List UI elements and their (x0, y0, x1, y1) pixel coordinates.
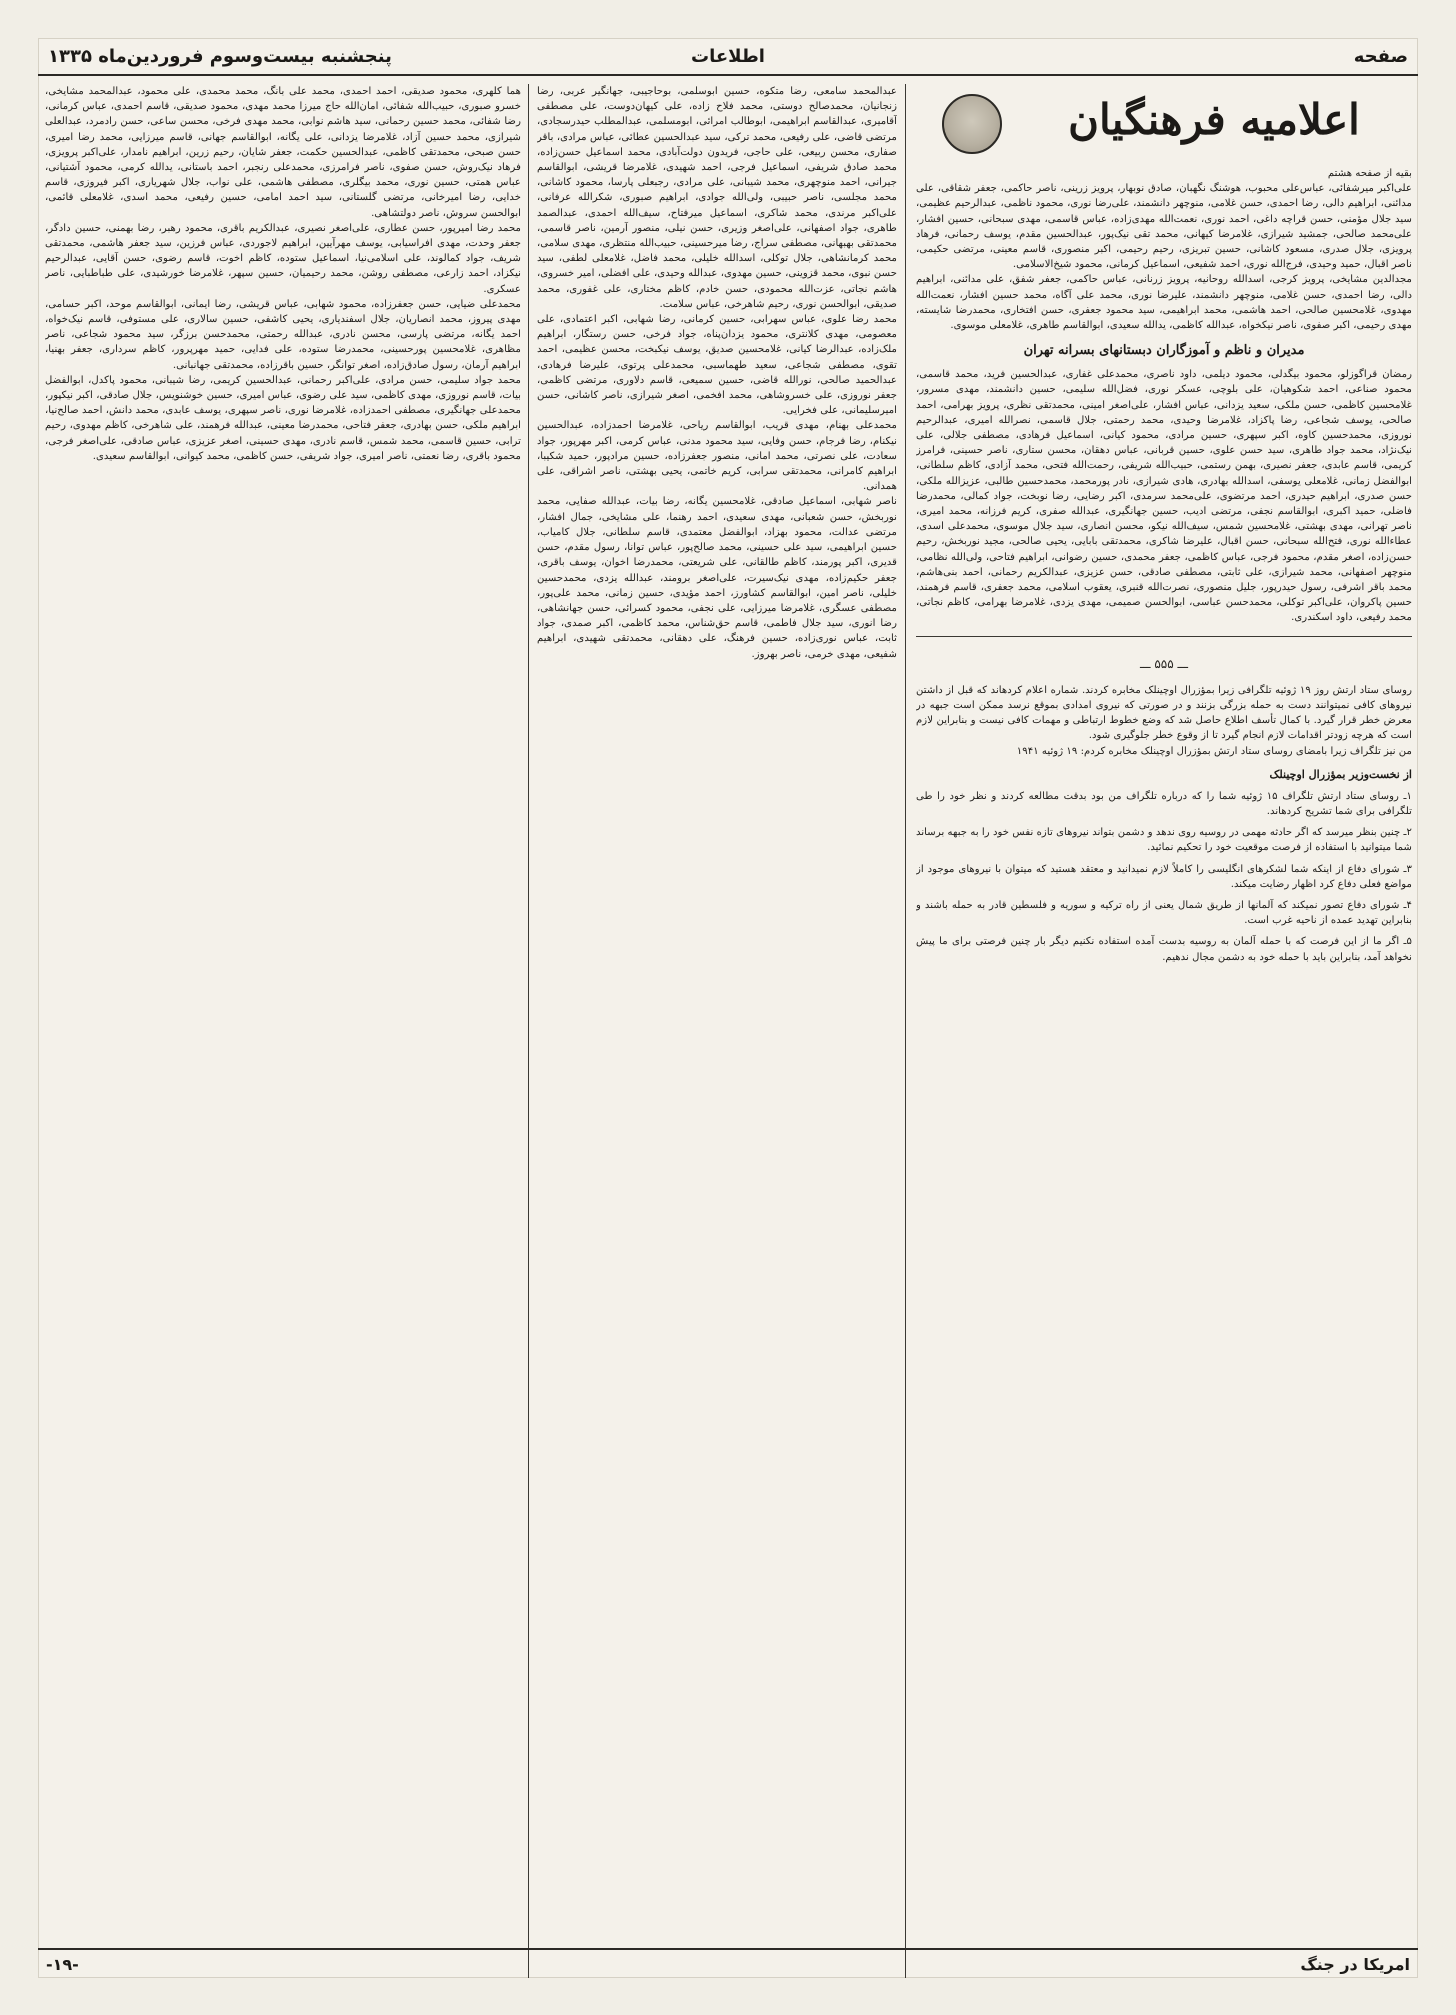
page-number: -۱۹- (46, 1955, 79, 1974)
list-item: ۵ـ اگر ما از این فرصت که با حمله آلمان به روسیه بدست آمده استفاده نکنیم دیگر بار چنین فرصتی برای ما پیش نخواهد آمد، بنابراین باید با حمله خود به دشمن مجال ندهیم. (916, 936, 1412, 963)
news-paragraph-2: من نیز تلگراف زیرا بامضای روسای ستاد ارتش بمؤزرال اوچینلک مخابره کردم: ۱۹ ژوئیه ۱۹۴۱ (1016, 745, 1412, 757)
column-divider (528, 84, 529, 1978)
page-footer (38, 1948, 1418, 1978)
news-paragraph-1: روسای ستاد ارتش روز ۱۹ ژوئیه تلگرافی زیرا بمؤزرال اوچینلک مخابره کردند. شماره اعلام کردهاند که قبل از داشتن نیروهای کافی نمیتوانند دست به حمله بزرگی بزنند و در صورتی که نیروی امدادی بموقع نرسد ممکن است جبهه در معرض خطر قرار گیرد. با کمال تأسف اطلاع حاصل شد که وضع خطوط ارتباطی و مهمات کافی نیست و بنابراین لازم است که هرچه زودتر اقدامات لازم انجام گیرد تا از وقوع خطر جلوگیری شود. (916, 684, 1412, 742)
page-content (38, 84, 1418, 1978)
left-column (45, 84, 521, 1978)
article-title: اعلامیه فرهنگیان (1068, 95, 1360, 144)
middle-text-1: عبدالمحمد سامعی، رضا متکوه، حسین ابوسلمی، بوحاجیبی، جهانگیر عربی، رضا زنجانیان، محمدصالح دوستی، محمد فلاح زاده، علی کیهان‌دوست، علی مصطفی آقامیری، عبدالقاسم ابراهیمی، ابوطالب امرائی، ابومسلمی، عبدالمطلب حیدرسجادی، مرتضی قاضی، علی رفیعی، محمد ترکی، سید عبدالحسین عطائی، عباس مرادی، باقر صفاری، محسن ربیعی، علی حاجی، فریدون دولت‌آبادی، محمد اسماعیل حسن‌زاده، محمد صادق شریفی، اسماعیل فرجی، احمد شهیدی، غلامرضا قریشی، ابوالقاسم جیرانی، احمد منوچهری، محمد شیبانی، علی مرادی، رجبعلی پارسا، محمود کاشانی، محمد مجلسی، ناصر حبیبی، ولی‌الله جوادی، ابراهیم صبوری، شکرالله عرفانی، علی‌اکبر مرندی، محمد شاکری، اسماعیل میرفتاح، سیف‌الله احمدی، عبدالصمد طاهری، جواد اصفهانی، علی‌اصغر وزیری، حسن نیلی، منصور آرمین، ناصر قاسمی، محمدتقی بهبهانی، مصطفی سراج، رضا میرحسینی، حبیب‌الله منتظری، مهدی سلامی، محمد کرمانشاهی، جلال توکلی، اسدالله خلیلی، محمد فاضل، غلامعلی لطفی، سید حسن نبوی، محمد قزوینی، حسین مهدوی، عبدالله وحیدی، علی افضلی، امیر خسروی، هاشم نجاتی، عزت‌الله محمودی، حسن خادم، کاظم مختاری، علی غفوری، محمد صدیقی، ابوالحسن نوری، رحیم شاهرخی، عباس سلامت. (537, 86, 897, 310)
intro-text: بقیه از صفحه هشتم (1327, 168, 1412, 179)
left-text-2: محمد رضا امیرپور، حسن عطاری، علی‌اصغر نصیری، عبدالکریم باقری، محمود رهبر، رضا بهمنی، حسین دادگر، جعفر وحدت، مهدی افراسیابی، یوسف مهرآیین، ابراهیم لاجوردی، عباس فرزین، سید جعفر هاشمی، محمدتقی شریف، جواد کمالوند، علی اسلامی‌نیا، اسماعیل ستوده، کاظم اخوت، قاسم رضوی، حسن آقایی، عبدالرحیم نیکزاد، احمد زارعی، مصطفی روشن، محمد رحیمیان، حسین سپهر، غلامرضا خورشیدی، علی طباطبایی، ناصر عسکری. (45, 222, 521, 295)
newspaper-name: اطلاعات (691, 46, 765, 67)
header-right-label: صفحه (1353, 46, 1408, 67)
middle-text-4: ناصر شهابی، اسماعیل صادقی، غلامحسین یگانه، رضا بیات، عبدالله صفایی، محمد نوربخش، حسن شعبانی، مهدی سعیدی، احمد رهنما، علی مشایخی، جمال افشار، مرتضی عدالت، محمود بهزاد، ابوالفضل معتمدی، قاسم سلطانی، جلال کامیاب، حسین ابراهیمی، سید علی حسینی، محمد صالح‌پور، عباس توانا، رسول مقدم، حسن قدیری، اکبر پورمند، کاظم طالقانی، علی شریعتی، محمدرضا اخوان، یوسف باقری، جعفر حکیم‌زاده، مهدی نیک‌سیرت، علی‌اصغر برومند، عبدالله یزدی، محمدحسین خلیلی، ناصر امین، ابوالقاسم کشاورز، احمد مؤیدی، حسین زمانی، محمد علی‌پور، مصطفی عسگری، غلامرضا میرزایی، علی نجفی، محمود کسرائی، حسن جهانشاهی، رضا انوری، سید جلال فاطمی، قاسم حق‌شناس، محمد کاظمی، اکبر صمدی، جواد ثابت، عباس نوری‌زاده، حسین فرهنگ، علی دهقانی، محمدتقی شهیدی، ابراهیم شفیعی، مهدی خرمی، ناصر بهروز. (537, 496, 897, 660)
newspaper-page (38, 38, 1418, 1978)
middle-text-3: محمدعلی بهنام، مهدی قریب، ابوالقاسم ریاحی، غلامرضا احمدزاده، عبدالحسین نیکنام، رضا فرجام، حسن وفایی، سید محمود مدنی، عباس کرمی، اکبر مهرپور، جواد سعادت، علی نصرتی، محمد امانی، منصور جعفرزاده، حسین مرادپور، حمید شکیبا، ابراهیم کامرانی، محمدتقی سرابی، کریم خاتمی، یحیی بهشتی، ناصر اشراقی، علی همدانی. (537, 420, 897, 493)
article-sign: امریکا در جنگ (1300, 1955, 1410, 1974)
names-block-3: رمضان قراگوزلو، محمود بیگدلی، محمود دیلمی، داود ناصری، محمدعلی غفاری، عبدالحسین فرید، محمد قاسمی، محمود صناعی، احمد شکوهیان، علی بلوچی، عسکر نوری، فضل‌الله سلیمی، حسین دانشمند، مهدی مسرور، غلامحسین کاظمی، حسن ملکی، سعید یزدانی، عباس افشار، علی‌اصغر امینی، محمدتقی نظری، پرویز بهرامی، احمد صالحی، یوسف شجاعی، رضا پاکزاد، غلامرضا وحیدی، محمد رحمتی، جلال قاسمی، نصرالله امیری، عبدالرحیم نوروزی، محمدحسین کاوه، اکبر سپهری، حسین مرادی، محمود کیانی، اسماعیل فرهادی، مصطفی جلالی، علی نیک‌نژاد، محمد جواد طاهری، سید حسن علوی، حسین قربانی، عباس دهقان، محسن ستاری، ناصر حسینی، فرامرز کریمی، قاسم عابدی، جعفر نصیری، بهمن رستمی، حبیب‌الله شریفی، رحمت‌الله فتحی، محمد آزادی، کاظم سلطانی، ابوالفضل زمانی، غلامعلی یوسفی، اسدالله بهادری، هادی شیرازی، نادر پورمحمد، محمدحسین طالبی، عزیزالله ملکی، حسن صدری، ابراهیم حیدری، احمد مرتضوی، علی‌محمد سرمدی، اکبر رضایی، رضا نوبخت، جواد کمالی، محمدرضا فاضلی، حمید اکبری، ابوالقاسم نجفی، مرتضی ادیب، حسین جهانگیری، عبدالله صفری، کریم فرزانه، محمد امیری، ناصر تهرانی، مهدی بهشتی، غلامحسین شمس، سیف‌الله نیکو، محسن انصاری، سید جلال موسوی، محمدعلی اسدی، عطاءالله نوری، فتح‌الله سبحانی، حسن اقبال، علیرضا شاکری، محمدتقی بابایی، یحیی صالحی، مجید نوربخش، رحیم حسن‌زاده، اصغر مقدم، محمود فرجی، عباس کاظمی، جعفر محمدی، حسین رضوانی، ابراهیم فتاحی، ولی‌الله نظامی، منوچهر اصفهانی، محمد شیرازی، علی ثابتی، مصطفی صادقی، حسن عزیزی، عبدالکریم رحمانی، احمد بنی‌هاشم، محمد باقر اشرفی، رسول حیدرپور، جلیل منصوری، نصرت‌الله قنبری، یعقوب اسلامی، محمد جعفری، قاسم فرهمند، حسین پاکروان، علی‌اکبر توکلی، محمدحسن عباسی، ابوالحسن صمیمی، مهدی یزدی، غلامرضا بهرامی، کاظم نجاتی، محمد رفیعی، داود اسکندری. (916, 369, 1412, 624)
left-text-4: محمد جواد سلیمی، حسن مرادی، علی‌اکبر رحمانی، عبدالحسین کریمی، رضا شیبانی، محمود پاکدل، ابوالفضل بیات، قاسم نوروزی، مهدی کاظمی، سید علی رضوی، عباس امیری، حسین خوشنویس، جلال صادقی، اکبر نیکپور، محمدعلی جهانگیری، مصطفی احمدزاده، غلامرضا نوری، ناصر سپهری، یوسف عابدی، محمد دانش، احمد صالح‌نیا، ابراهیم ملکی، حسن بهادری، جعفر فتاحی، محمدرضا معینی، عبدالله فرهمند، علی شاهرخی، کاظم مهدوی، رحیم ترابی، حسین قاسمی، محمد شمس، قاسم نادری، مهدی حسینی، اصغر عزیزی، عباس صادقی، علی‌اصغر فرجی، محمود باقری، رضا نعمتی، ناصر امیری، جواد شریفی، حسن کاظمی، محمد کیوانی، ابوالقاسم سعیدی. (45, 374, 521, 462)
section-separator (916, 636, 1412, 637)
right-column (916, 84, 1412, 1978)
ornament-divider: ـــ ۵۵۵ ـــ (1139, 656, 1189, 671)
middle-column (537, 84, 897, 1978)
seal-icon (942, 94, 1002, 154)
page-header (38, 38, 1418, 76)
header-date: پنجشنبه بیست‌وسوم فروردین‌ماه ۱۳۳۵ (48, 46, 392, 67)
news-subhead: از نخست‌وزیر بمؤزرال اوچینلک (1269, 767, 1412, 781)
list-item: ۱ـ روسای ستاد ارتش تلگراف ۱۵ ژوئیه شما را که درباره تلگراف من بود بدقت مطالعه کردند و نظر خود را طی تلگرافی برای شما تشریح کردهاند. (916, 790, 1412, 817)
column-divider (905, 84, 906, 1978)
title-block (1056, 90, 1372, 162)
list-item: ۳ـ شورای دفاع از اینکه شما لشکرهای انگلیسی را کاملاً لازم نمیدانید و معتقد هستید که میتوان با نیروهای موجود از مواضع فعلی دفاع کرد اظهار رضایت میکند. (916, 863, 1412, 890)
list-item: ۴ـ شورای دفاع تصور نمیکند که آلمانها از طریق شمال یعنی از راه ترکیه و سوریه و فلسطین قادر به حمله باشند و بنابراین تهدید عمده از ناحیه غرب است. (916, 899, 1412, 927)
middle-text-2: محمد رضا علوی، عباس سهرابی، حسین کرمانی، رضا شهابی، اکبر اعتمادی، علی معصومی، مهدی کلانتری، محمود یزدان‌پناه، جواد فرخی، حسن رستگار، ابراهیم ملک‌زاده، عبدالرضا کیانی، غلامحسین صدیق، یوسف نیکبخت، محسن عظیمی، احمد تقوی، مصطفی شجاعی، سعید طهماسبی، محمدعلی پرتوی، علیرضا فرهادی، عبدالحمید صالحی، نورالله قاضی، حسین سمیعی، قاسم دلاوری، مرتضی کاظمی، جعفر نوروزی، علی خسروشاهی، محمد افخمی، اصغر شیرازی، ناصر کاشانی، حسن امیرسلیمانی، علی فخرایی. (537, 314, 897, 417)
left-text-3: محمدعلی ضیایی، حسن جعفرزاده، محمود شهابی، عباس قریشی، رضا ایمانی، ابوالقاسم موحد، اکبر حسامی، مهدی پیروز، محمد انصاریان، جلال اسفندیاری، یحیی کاشفی، حسین سالاری، علی مستوفی، قاسم نیک‌خواه، احمد یگانه، مرتضی پارسی، محسن نادری، عبدالله رحمتی، محمدحسن برزگر، سید محمود شجاعی، ناصر مظاهری، غلامحسین پورحسینی، محمدرضا ستوده، علی فدایی، حمید مهرپرور، کاظم سرداری، جعفر بهنیا، ابراهیم آرمان، رسول صادق‌زاده، اصغر توانگر، حسین باقرزاده، محمدتقی جهانبانی. (45, 298, 521, 371)
list-item: ۲ـ چنین بنظر میرسد که اگر حادثه مهمی در روسیه روی ندهد و دشمن بتواند نیروهای تازه نفس خود را به جبهه برساند شما میتوانید با استفاده از فرصت موقعیت خود را تحکیم نمائید. (916, 827, 1412, 854)
names-block-2: مجدالدین مشایخی، پرویز کرجی، اسدالله روحانیه، پرویز زرنانی، عباس حاکمی، جعفر شفق، علی مدائنی، ابراهیم دالی، رضا احمدی، حسن غلامی، منوچهر دانشمند، علیرضا نوری، محمد علی آگاه، محمد حسین افشار، نعمت‌الله مهدوی، غلامحسین صالحی، احمد هاشمی، محمد ابراهیمی، سید محمود جعفری، حسن افتخاری، محمدرضا شایسته، مهدی رحیمی، اکبر صفوی، ناصر نیکخواه، عبدالله کاظمی، یدالله سعیدی، ابوالقاسم طاهری، غلامعلی موسوی. (916, 274, 1412, 332)
left-text-1: هما کلهری، محمود صدیقی، احمد احمدی، محمد علی بانگ، محمد محمدی، علی محمود، عبدالمحمد مشایخی، خسرو صبوری، حبیب‌الله شفائی، امان‌الله حاج میرزا محمد مهدی، محمود صدیقی، قاسم احمدی، عباس کرمانی، رضا شفائی، محمد حسین رحمانی، سید هاشم نوابی، محمد مهدی فرخی، محسن ساعی، حسن رادمرد، عبدالعلی شیرازی، محمد حسین آزاد، غلامرضا یزدانی، علی یگانه، ابوالقاسم جهانی، قاسم میرزایی، محمد رضا امیری، حسن صبحی، محمدتقی کاظمی، عبدالحسین حکمت، جعفر شایان، رحیم زرین، ابراهیم نامدار، علی‌اکبر پرویزی، فرهاد نیک‌روش، حسن صفوی، ناصر فرامرزی، محمدعلی رنجبر، احمد باستانی، یدالله کرمی، محمود آشتیانی، عباس همتی، حسین نوری، محمد بیگلری، مصطفی هاشمی، علی نواب، جلال شهریاری، اکبر فیروزی، قاسم خدایی، رضا امیرخانی، مرتضی گلستانی، سید احمد امامی، حسین رفیعی، محمد اسدی، غلامعلی قائمی، ابوالحسن سروش، ناصر دولتشاهی. (45, 86, 521, 219)
names-block-1: علی‌اکبر میرشفائی، عباس‌علی محبوب، هوشنگ نگهبان، صادق نوبهار، پرویز زرینی، ناصر حاکمی، جعفر شقاقی، علی مدائنی، ابراهیم دالی، رضا احمدی، حسن غلامی، منوچهر دانشمند، علی‌رضا نوری، محمود ناظمی، عبدالرحیم عظیمی، سید جلال مؤمنی، حسن قراچه داغی، احمد نوری، نعمت‌الله مهدی‌زاده، عباس قاسمی، مهدی سبحانی، حسین افشار، علی‌محمد صالحی، جمشید شیرازی، غلامرضا کیهانی، محمد تقی نیک‌پور، عبدالحسین مقدم، یوسف رحمانی، فرهاد پرویزی، جلال صدری، مسعود کاشانی، حسین تبریزی، رحیم رحیمی، اکبر منصوری، قاسم معینی، مرتضی حکیمی، ناصر اقبال، حمید وحیدی، فرج‌الله نوری، احمد شفیعی، اسماعیل کرمانی، محمود شیخ‌الاسلامی. (916, 183, 1412, 271)
section-subtitle: مدیران و ناظم و آموزگاران دبستانهای بسرانه تهران (1023, 343, 1305, 359)
